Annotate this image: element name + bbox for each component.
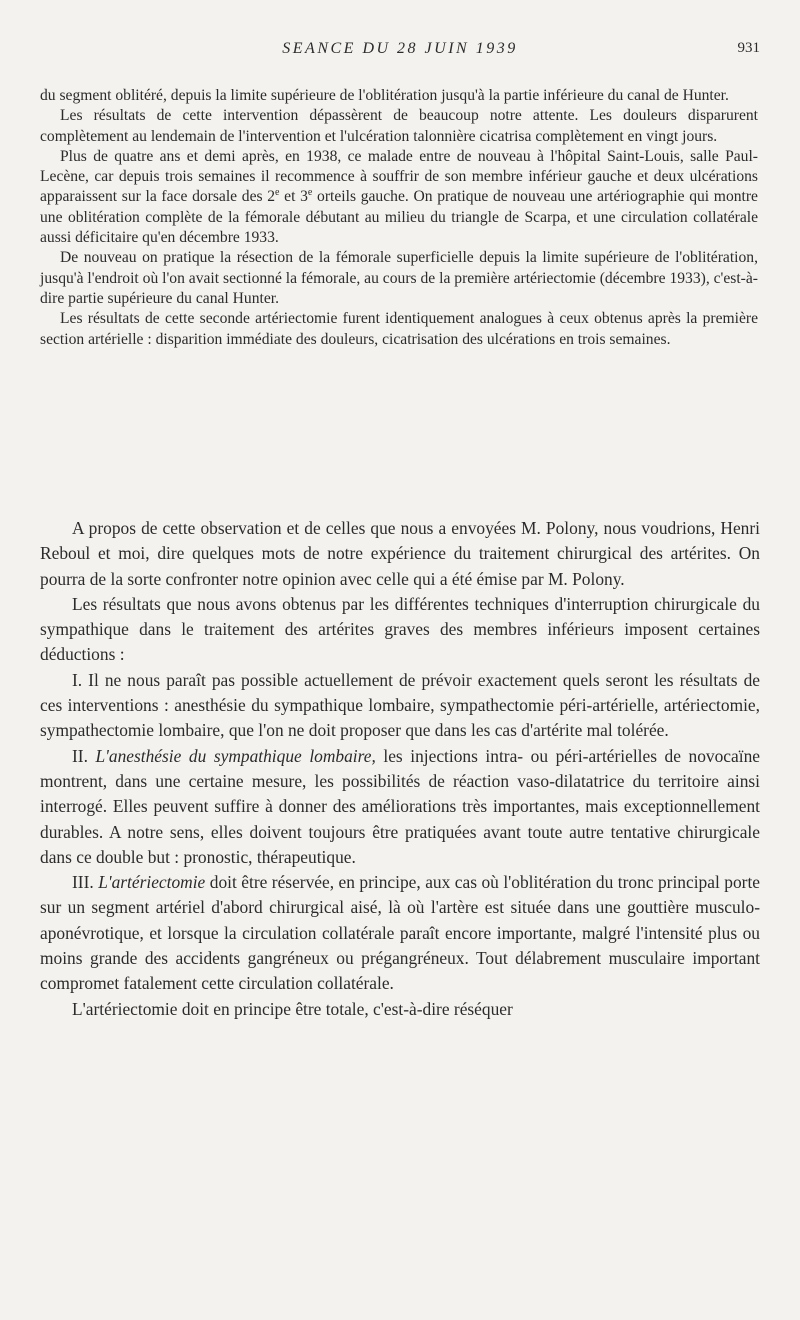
case-paragraph-resection: De nouveau on pratique la résection de la fémorale superficielle depuis la limite supérieure de l'oblitération, jusqu'à l'endroit où l'on avait sectionné la fémorale, au cours de la première artériectomie (décembre 1933), c'est-à-dire partie supérieure du canal Hunter. <box>40 249 758 307</box>
superscript-e-2: e <box>307 187 313 199</box>
discussion-point-1: I. Il ne nous paraît pas possible actuellement de prévoir exactement quels seront les résultats de ces interventions : anesthésie du sympathique lombaire, sympathectomie péri-artérielle, artériectomie, sympathectomie lombaire, que l'on ne doit proposer que dans les cas d'artérite mal tolérée. <box>40 669 760 741</box>
superscript-e-1: e <box>275 187 280 199</box>
case-paragraph-relapse <box>40 147 758 248</box>
relapse-text-a: Plus de quatre ans et demi après, en 1938, ce malade entre de nouveau à l'hôpital Saint-Louis, salle Paul-Lecène, car depuis trois semaines il recommence à souffrir de son membre inférieur gauche et deux ulcérations apparaissent sur la face dorsale des 2 <box>40 147 758 206</box>
discussion-paragraph-intro: A propos de cette observation et de celles que nous a envoyées M. Polony, nous voudrions, Henri Reboul et moi, dire quelques mots de notre expérience du traitement chirurgical des artérites. On pourra de la sorte confronter notre opinion avec celle qui a été émise par M. Polony. <box>40 518 760 589</box>
discussion-paragraph-deductions: Les résultats que nous avons obtenus par les différentes techniques d'interruption chirurgicale du sympathique dans le traitement des artérites graves des membres inférieurs imposent certaines déductions : <box>40 593 760 665</box>
point-3-text: doit être réservée, en principe, aux cas où l'oblitération du tronc principal porte sur un segment artériel d'abord chirurgical aisé, là où l'artère est située dans une gouttière musculo-aponévrotique, et lorsque la circulation collatérale paraît encore importante, malgré l'intensité plus ou moins grande des accidents gangréneux ou prégangréneux. Tout délabrement musculaire important compromet fatalement cette circulation collatérale. <box>40 872 760 994</box>
case-report-block <box>40 86 758 350</box>
relapse-text-c: orteils gauche. On pratique de nouveau une artériographie qui montre une oblitération complète de la fémorale débutant au milieu du triangle de Scarpa, et une circulation collatérale aussi déficitaire qu'en décembre 1933. <box>40 188 758 247</box>
relapse-text-b: et 3 <box>279 188 308 206</box>
point-2-number: II. <box>72 745 96 766</box>
point-3-italic-term: L'artériectomie <box>98 872 206 893</box>
page-number: 931 <box>737 40 760 56</box>
point-3-number: III. <box>72 872 99 893</box>
point-2-text: les injections intra- ou péri-artérielles de novocaïne montrent, dans une certaine mesure, les possibilités de réaction vaso-dilatatrice du territoire ainsi interrogé. Elles peuvent suffire à donner des améliorations très importantes, mais exceptionnellement durables. A notre sens, elles doivent toujours être pratiquées avant toute autre tentative chirurgicale dans ce double but : pronostic, thérapeutique. <box>40 745 760 867</box>
discussion-block <box>40 516 760 1022</box>
discussion-point-3 <box>40 870 760 996</box>
running-title: SEANCE DU 28 JUIN 1939 <box>282 40 518 57</box>
case-paragraph-continued: du segment oblitéré, depuis la limite supérieure de l'oblitération jusqu'à la partie inférieure du canal de Hunter. <box>40 87 729 104</box>
point-2-italic-term: L'anesthésie du sympathique lombaire, <box>95 745 376 766</box>
case-paragraph-second-results: Les résultats de cette seconde artériectomie furent identiquement analogues à ceux obtenus après la première section artérielle : disparition immédiate des douleurs, cicatrisation des ulcérations en trois semaines. <box>40 310 758 348</box>
case-paragraph-results: Les résultats de cette intervention dépassèrent de beaucoup notre attente. Les douleurs disparurent complètement au lendemain de l'intervention et l'ulcération talonnière cicatrisa complètement en vingt jours. <box>40 107 758 145</box>
running-head <box>40 40 760 64</box>
discussion-point-2 <box>40 744 760 870</box>
discussion-paragraph-final: L'artériectomie doit en principe être totale, c'est-à-dire réséquer <box>72 998 513 1019</box>
